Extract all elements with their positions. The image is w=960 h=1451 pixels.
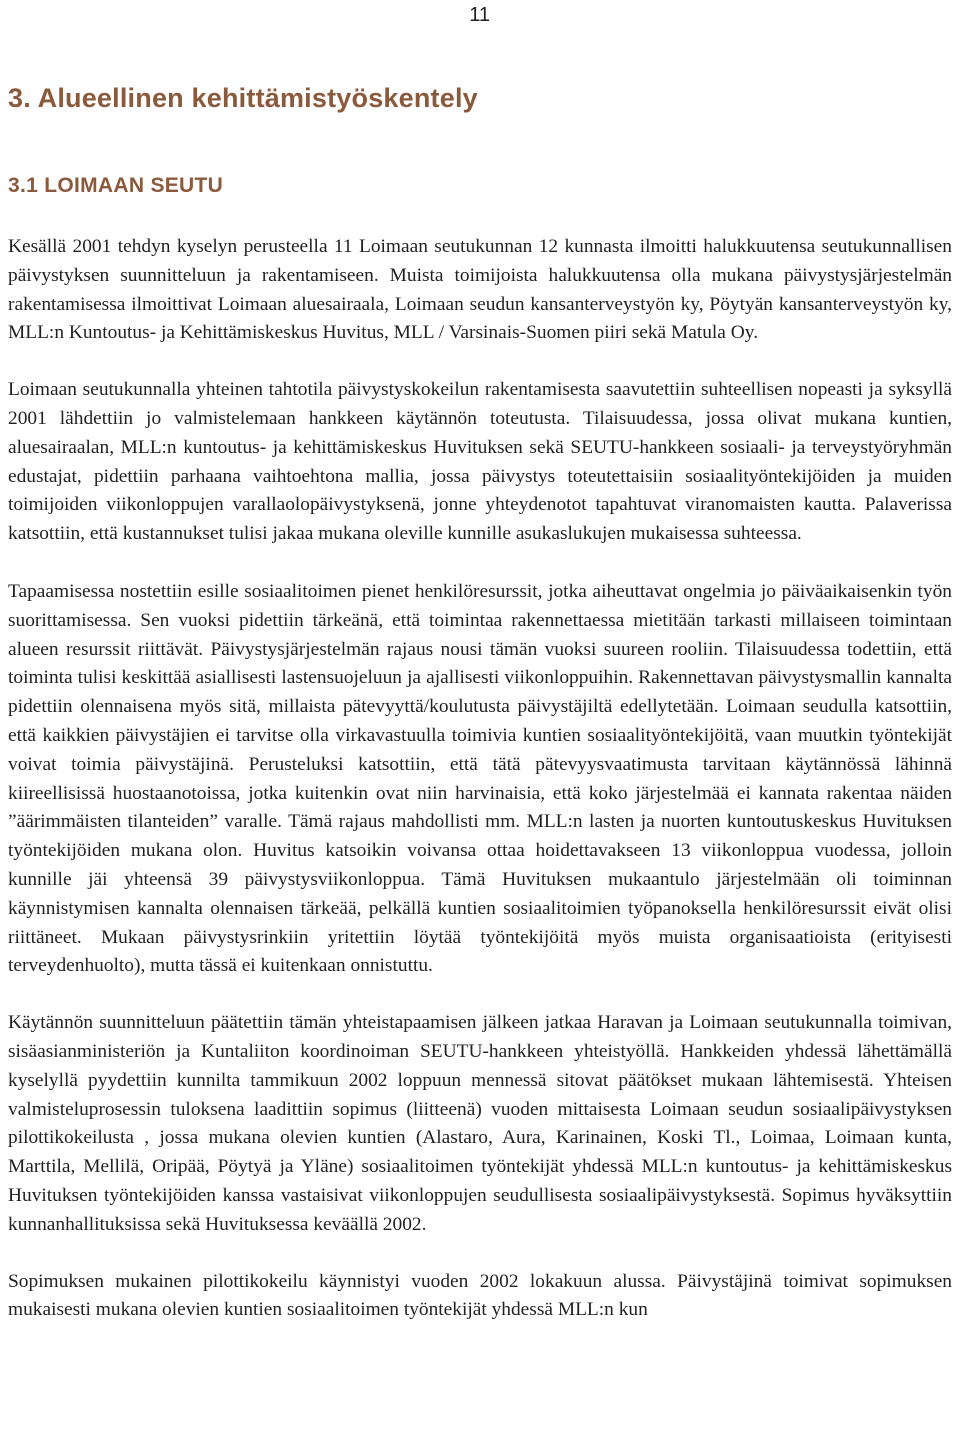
section-title: 3.1 LOIMAAN SEUTU (8, 174, 224, 197)
body-text (8, 233, 952, 1353)
page-number: 11 (469, 4, 490, 26)
paragraph: Sopimuksen mukainen pilottikokeilu käynnistyi vuoden 2002 lokakuun alussa. Päivystäjinä toimivat sopimuksen mukaisesti mukana olevien kuntien sosiaalitoimen työntekijät yhdessä MLL:n kun (8, 1270, 952, 1321)
paragraph: Tapaamisessa nostettiin esille sosiaalitoimen pienet henkilöresurssit, jotka aiheuttavat ongelmia jo päiväaikaisenkin työn suorittamisessa. Sen vuoksi pidettiin tärkeänä, että toimintaa rakennettaessa mietitään tarkasti millaiseen toimintaan alueen resurssit riittävät. Päivystysjärjestelmän rajaus nousi tämän vuoksi suureen rooliin. Tilaisuudessa todettiin, että toiminta tulisi keskittää asiallisesti lastensuojeluun ja ajallisesti viikonloppuihin. Rakennettavan päivystysmallin kannalta pidettiin olennaisena myös sitä, millaista pätevyyttä/koulutusta päivystäjiltä edellytetään. Loimaan seudulla katsottiin, että kaikkien päivystäjien ei tarvitse olla virkavastuulla toimivia kuntien sosiaalityöntekijöitä, vaan muutkin työntekijät voivat toimia päivystäjinä. Perusteluksi katsottiin, että tätä pätevyysvaatimusta tarvitaan käytännössä lähinnä kiireellisissä huostaanotoissa, jotka kuitenkin ovat niin harvinaisia, että koko järjestelmää ei kannata rakentaa näiden ”äärimmäisten tilanteiden” varalle. Tämä rajaus mahdollisti mm. MLL:n lasten ja nuorten kuntoutuskeskus Huvituksen työntekijöiden mukana olon. Huvitus katsoikin voivansa ottaa hoidettavakseen 13 viikonloppua vuodessa, jolloin kunnille jäi yhteensä 39 päivystysviikonloppua. Tämä Huvituksen mukaantulo järjestelmään oli toiminnan käynnistymisen kannalta olennaisen tärkeää, pelkällä kuntien sosiaalitoimien työpanoksella henkilöresurssit eivät olisi riittäneet. Mukaan päivystysrinkiin yritettiin löytää työntekijöitä myös muista organisaatioista (erityisesti terveydenhuolto), mutta tässä ei kuitenkaan onnistuttu. (8, 580, 952, 977)
paragraph: Käytännön suunnitteluun päätettiin tämän yhteistapaamisen jälkeen jatkaa Haravan ja Loimaan seutukunnalla toimivan, sisäasianministeriön ja Kuntaliiton koordinoiman SEUTU-hankkeen yhteistyöllä. Hankkeiden yhdessä lähettämällä kyselyllä pyydettiin kunnilta tammikuun 2002 loppuun mennessä sitovat päätökset mukaan lähtemisestä. Yhteisen valmisteluprosessin tuloksena laadittiin sopimus (liitteenä) vuoden mittaisesta Loimaan seudun sosiaalipäivystyksen pilottikokeilusta , jossa mukana olevien kuntien (Alastaro, Aura, Karinainen, Koski Tl., Loimaa, Loimaan kunta, Marttila, Mellilä, Oripää, Pöytyä ja Yläne) sosiaalitoimen työntekijät yhdessä MLL:n kuntoutus- ja kehittämiskeskus Huvituksen työntekijöiden kanssa vastaisivat viikonloppujen seudullisesta sosiaalipäivystyksestä. Sopimus hyväksyttiin kunnanhallituksissa sekä Huvituksessa keväällä 2002. (8, 1012, 952, 1235)
chapter-title: 3. Alueellinen kehittämistyöskentely (8, 83, 478, 113)
paragraph: Loimaan seutukunnalla yhteinen tahtotila päivystyskokeilun rakentamisesta saavutettiin suhteellisen nopeasti ja syksyllä 2001 lähdettiin jo valmistelemaan hankkeen käytännön toteutusta. Tilaisuudessa, jossa olivat mukana kuntien, aluesairaalan, MLL:n kuntoutus- ja kehittämiskeskus Huvituksen sekä SEUTU-hankkeen sosiaali- ja terveystyöryhmän edustajat, pidettiin parhaana vaihtoehtona mallia, jossa päivystys toteutettaisiin sosiaalityöntekijöiden ja muiden toimijoiden viikonloppujen varallaolopäivystyksenä, jonne yhteydenotot tapahtuvat viranomaisten kautta. Palaverissa katsottiin, että kustannukset tulisi jakaa mukana oleville kunnille asukaslukujen mukaisessa suhteessa. (8, 379, 952, 545)
paragraph: Kesällä 2001 tehdyn kyselyn perusteella 11 Loimaan seutukunnan 12 kunnasta ilmoitti halukkuutensa seutukunnallisen päivystyksen suunnitteluun ja rakentamiseen. Muista toimijoista halukkuutensa olla mukana päivystysjärjestelmän rakentamisessa ilmoittivat Loimaan aluesairaala, Loimaan seudun kansanterveystyön ky, Pöytyän kansanterveystyön ky, MLL:n Kuntoutus- ja Kehittämiskeskus Huvitus, MLL / Varsinais-Suomen piiri sekä Matula Oy. (8, 236, 952, 344)
